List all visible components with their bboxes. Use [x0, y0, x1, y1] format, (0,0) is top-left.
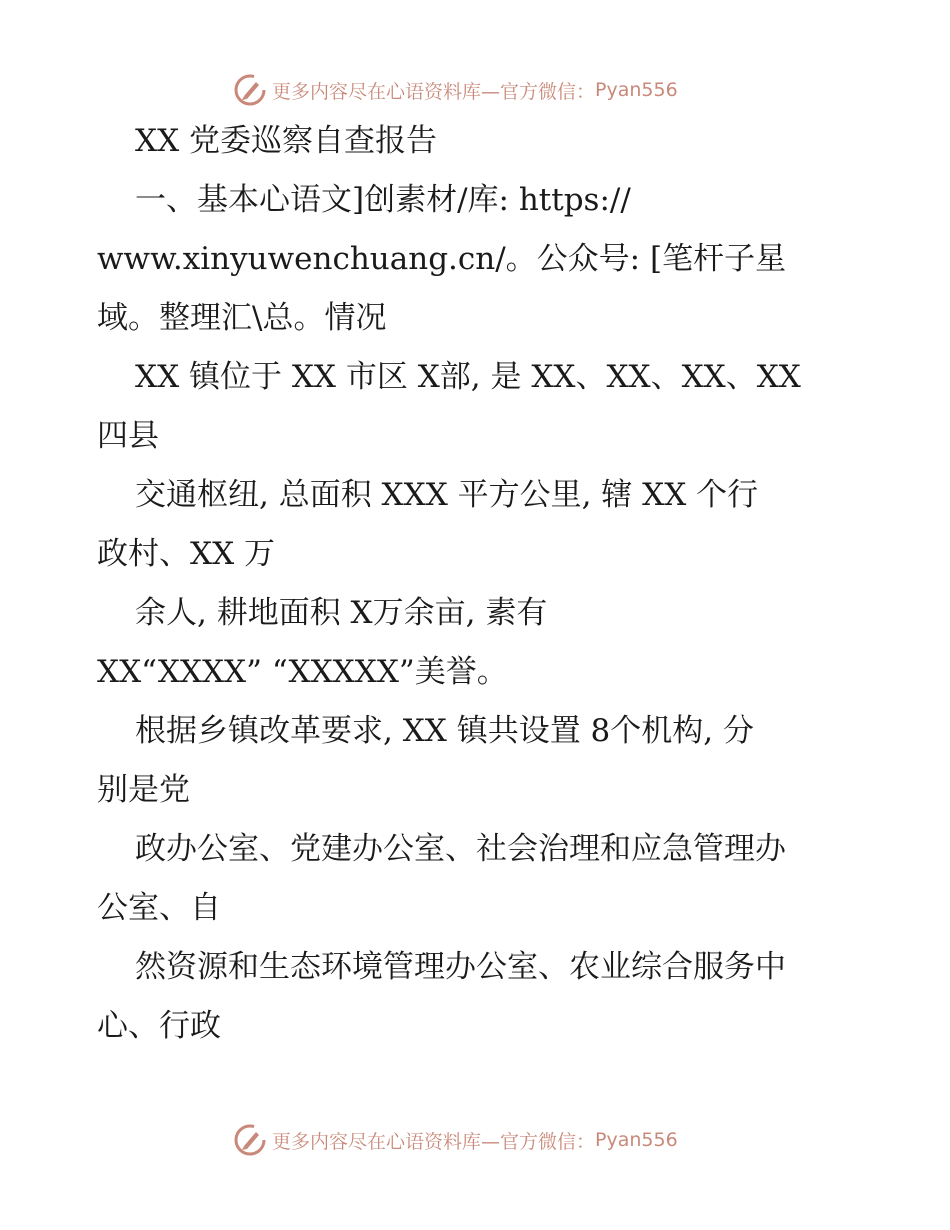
header-watermark	[232, 72, 678, 108]
text-line: 政办公室、党建办公室、社会治理和应急管理办	[135, 831, 786, 867]
text-line: 心、行政	[97, 1008, 221, 1044]
text-line: 四县	[97, 418, 159, 454]
footer-watermark	[232, 1122, 678, 1158]
document-body	[97, 112, 867, 1056]
text-line: 然资源和生态环境管理办公室、农业综合服务中	[135, 949, 786, 985]
text-line: 别是党	[97, 772, 190, 808]
text-line: 交通枢纽, 总面积 XXX 平方公里, 辖 XX 个行	[135, 477, 759, 513]
text-line: 余人, 耕地面积 X万余亩, 素有	[135, 595, 548, 631]
text-line: 公室、自	[97, 890, 221, 926]
text-line: www.xinyuwenchuang.cn/。公众号: [笔杆子星	[97, 241, 787, 277]
watermark-text: 更多内容尽在心语资料库—官方微信：	[272, 80, 596, 103]
pen-logo-icon	[232, 1122, 268, 1158]
pen-logo-icon	[232, 72, 268, 108]
text-line: XX 镇位于 XX 市区 X部, 是 XX、XX、XX、XX	[135, 359, 801, 395]
text-line: XX 党委巡察自查报告	[135, 123, 437, 159]
watermark-text: 更多内容尽在心语资料库—官方微信：	[272, 1130, 596, 1153]
text-line: 政村、XX 万	[97, 536, 275, 572]
text-line: 根据乡镇改革要求, XX 镇共设置 8个机构, 分	[135, 713, 754, 749]
text-line: XX“XXXX” “XXXXX”美誉。	[97, 654, 508, 690]
text-line: 一、基本心语文]创素材/库: https://	[135, 182, 631, 218]
text-line: 域。整理汇\总。情况	[97, 300, 387, 336]
watermark-account: Pyan556	[595, 79, 678, 101]
watermark-account: Pyan556	[595, 1129, 678, 1151]
